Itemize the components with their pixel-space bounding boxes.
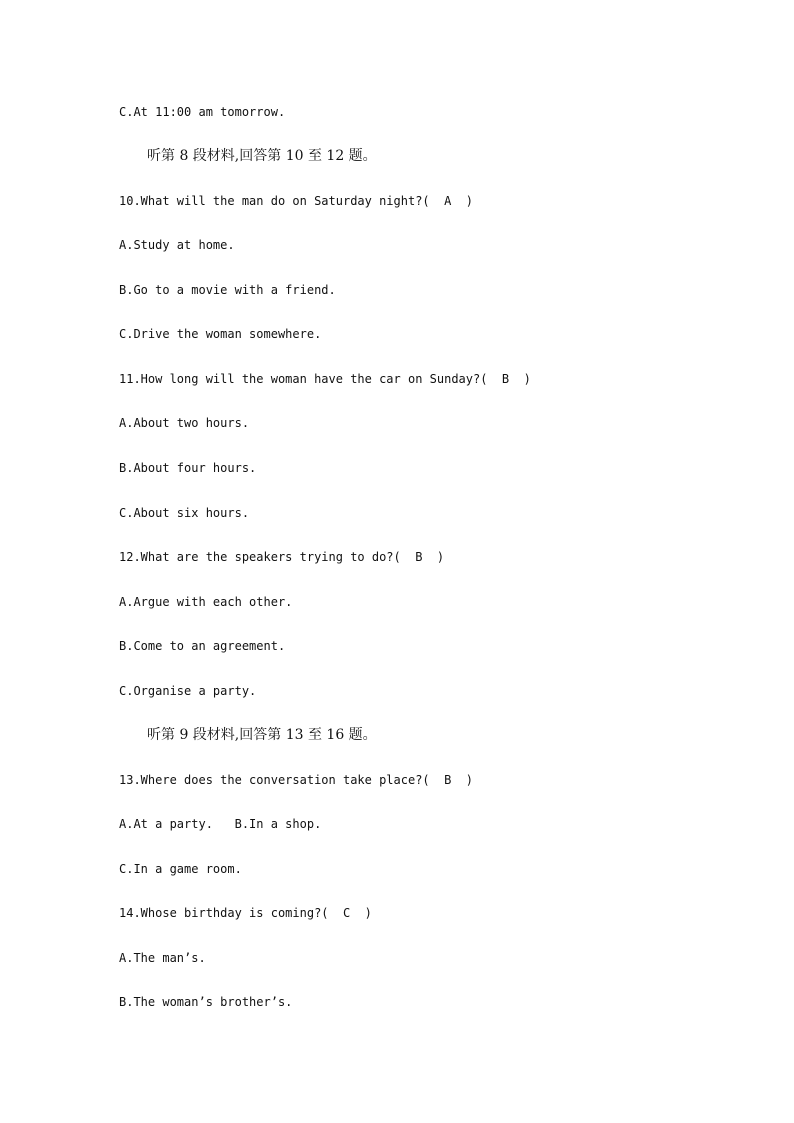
question-12: 12.What are the speakers trying to do?( B ) (119, 550, 445, 564)
question-13: 13.Where does the conversation take place?( B ) (119, 773, 474, 787)
option-13ab: A.At a party. B.In a shop. (119, 817, 322, 831)
option-12c: C.Organise a party. (119, 684, 257, 698)
option-13c: C.In a game room. (119, 862, 242, 876)
option-14a: A.The man’s. (119, 951, 206, 965)
option-10a: A.Study at home. (119, 238, 235, 252)
question-14: 14.Whose birthday is coming?( C ) (119, 906, 372, 920)
question-11: 11.How long will the woman have the car on Sunday?( B ) (119, 372, 531, 386)
option-9c: C.At 11:00 am tomorrow. (119, 105, 286, 119)
option-14b: B.The woman’s brother’s. (119, 995, 293, 1009)
option-11a: A.About two hours. (119, 416, 250, 430)
option-10b: B.Go to a movie with a friend. (119, 283, 336, 297)
section-heading-8: 听第 8 段材料,回答第 10 至 12 题。 (147, 148, 377, 164)
section-heading-9: 听第 9 段材料,回答第 13 至 16 题。 (147, 727, 377, 743)
question-10: 10.What will the man do on Saturday night?( A ) (119, 194, 474, 208)
option-11b: B.About four hours. (119, 461, 257, 475)
option-12a: A.Argue with each other. (119, 595, 293, 609)
option-11c: C.About six hours. (119, 506, 250, 520)
option-10c: C.Drive the woman somewhere. (119, 327, 322, 341)
option-12b: B.Come to an agreement. (119, 639, 286, 653)
